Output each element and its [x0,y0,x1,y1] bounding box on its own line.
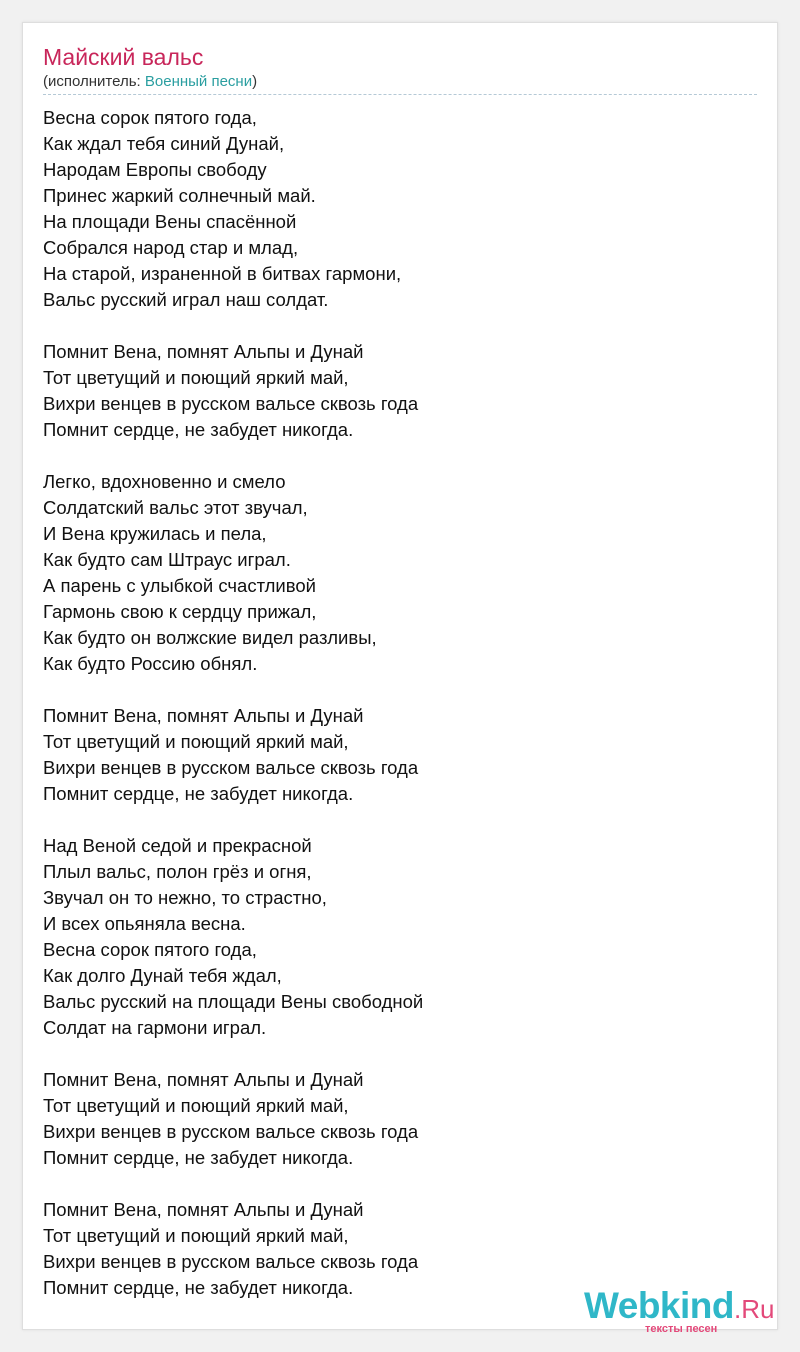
lyric-line: Помнит Вена, помнят Альпы и Дунай [43,1199,364,1220]
stanza [43,703,423,807]
stanza [43,339,423,443]
lyric-line: Плыл вальс, полон грёз и огня, [43,861,312,882]
lyric-line: Как будто сам Штраус играл. [43,549,291,570]
lyrics-body [43,105,423,1327]
lyric-line: Народам Европы свободу [43,159,267,180]
lyric-line: Тот цветущий и поющий яркий май, [43,367,349,388]
lyric-line: Вихри венцев в русском вальсе сквозь года [43,757,419,778]
lyric-line: Вальс русский на площади Вены свободной [43,991,424,1012]
lyric-line: Как ждал тебя синий Дунай, [43,133,285,154]
stanza [43,469,423,677]
lyrics-card [22,22,778,1335]
lyric-line: На старой, израненной в битвах гармони, [43,263,402,284]
artist-suffix: ) [252,73,258,90]
lyric-line: Солдат на гармони играл. [43,1017,267,1038]
artist-link[interactable]: Военный песни [144,73,253,90]
lyric-line: И Вена кружилась и пела, [43,523,267,544]
lyric-line: Помнит сердце, не забудет никогда. [43,1277,354,1298]
lyric-line: Тот цветущий и поющий яркий май, [43,731,349,752]
lyric-line: А парень с улыбкой счастливой [43,575,317,596]
lyric-line: На площади Вены спасённой [43,211,297,232]
lyric-line: Вихри венцев в русском вальсе сквозь года [43,1121,419,1142]
lyric-line: Помнит Вена, помнят Альпы и Дунай [43,705,364,726]
lyric-line: Собрался народ стар и млад, [43,237,299,258]
lyric-line: Легко, вдохновенно и смело [43,471,286,492]
stanza [43,833,423,1041]
lyric-line: Помнит Вена, помнят Альпы и Дунай [43,341,364,362]
lyric-line: Как долго Дунай тебя ждал, [43,965,282,986]
logo-main-text: Webkind [584,1285,734,1326]
lyric-line: Принес жаркий солнечный май. [43,185,316,206]
lyric-line: Гармонь свою к сердцу прижал, [43,601,317,622]
site-logo[interactable] [584,1286,779,1334]
lyric-line: И всех опьяняла весна. [43,913,246,934]
artist-line [43,73,257,91]
song-title: Майский вальс [43,44,204,70]
lyric-line: Весна сорок пятого года, [43,939,257,960]
lyric-line: Как будто он волжские видел разливы, [43,627,377,648]
lyric-line: Помнит сердце, не забудет никогда. [43,783,354,804]
stanza [43,1067,423,1171]
stanza [43,1197,423,1301]
logo-tagline: тексты песен [645,1323,718,1335]
lyric-line: Звучал он то нежно, то страстно, [43,887,327,908]
lyric-line: Вихри венцев в русском вальсе сквозь года [43,393,419,414]
stanza [43,105,423,313]
lyric-line: Помнит сердце, не забудет никогда. [43,1147,354,1168]
lyric-line: Помнит сердце, не забудет никогда. [43,419,354,440]
lyric-line: Вихри венцев в русском вальсе сквозь года [43,1251,419,1272]
lyric-line: Весна сорок пятого года, [43,107,257,128]
lyric-line: Солдатский вальс этот звучал, [43,497,308,518]
lyric-line: Тот цветущий и поющий яркий май, [43,1095,349,1116]
title-divider [43,94,757,95]
artist-prefix: (исполнитель: [43,73,145,90]
lyric-line: Над Веной седой и прекрасной [43,835,312,856]
logo-suffix-text: .Ru [734,1294,775,1324]
lyric-line: Тот цветущий и поющий яркий май, [43,1225,349,1246]
lyric-line: Как будто Россию обнял. [43,653,258,674]
lyric-line: Вальс русский играл наш солдат. [43,289,329,310]
lyric-line: Помнит Вена, помнят Альпы и Дунай [43,1069,364,1090]
